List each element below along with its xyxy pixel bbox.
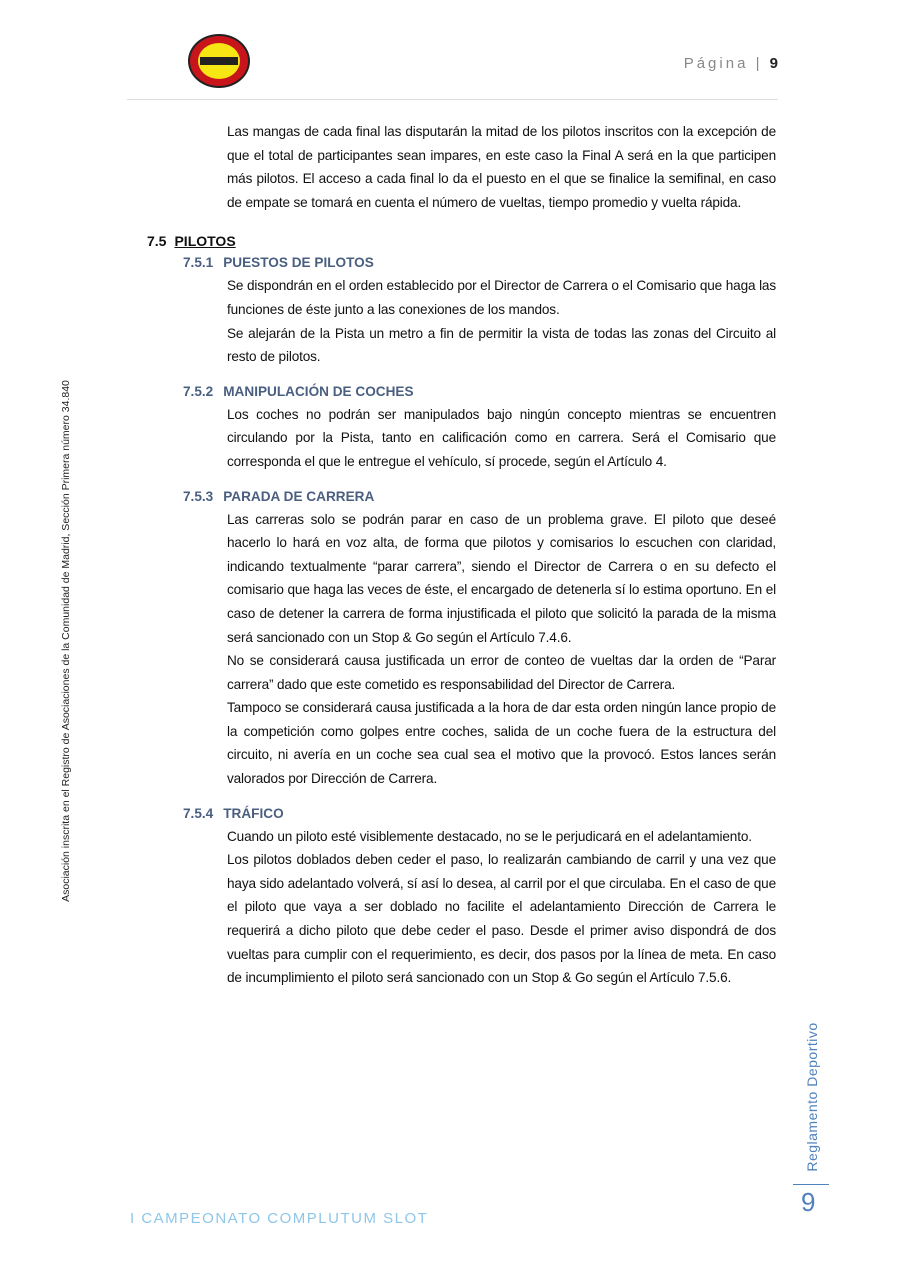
header-divider	[127, 99, 778, 100]
side-note: Asociación inscrita en el Registro de Asociaciones de la Comunidad de Madrid, Sección Primera número 34.840	[60, 380, 72, 902]
subsection-heading	[147, 803, 776, 825]
subsection-title: TRÁFICO	[223, 805, 284, 821]
subsection-heading	[147, 486, 776, 508]
paragraph: Se alejarán de la Pista un metro a fin de permitir la vista de todas las zonas del Circuito al resto de pilotos.	[227, 325, 776, 365]
paragraph: Los coches no podrán ser manipulados bajo ningún concepto mientras se encuentren circulando por la Pista, tanto en calificación como en carrera. Será el Comisario que corresponda el que le entregue el vehículo, sí procede, según el Artículo 4.	[227, 406, 776, 469]
subsection-title: PARADA DE CARRERA	[223, 488, 375, 504]
paragraph: Tampoco se considerará causa justificada a la hora de dar esta orden ningún lance propio de la competición como golpes entre coches, salida de un coche fuera de la estructura del circuito, ni avería en un coche sea cual sea el motivo que la provocó. Estos lances serán valorados por Dirección de Carrera.	[227, 700, 776, 787]
paragraph: No se considerará causa justificada un error de conteo de vueltas dar la orden de “Parar carrera” dado que este cometido es responsabilidad del Director de Carrera.	[227, 653, 776, 692]
margin-page-number: 9	[801, 1187, 816, 1217]
subsection-number: 7.5.4	[183, 805, 214, 821]
page-header: Página | 9	[683, 55, 778, 72]
document-body	[147, 120, 776, 990]
page-number: 9	[769, 55, 778, 72]
subsection-number: 7.5.1	[183, 255, 214, 271]
subsection-number: 7.5.3	[183, 488, 214, 504]
intro-paragraph: Las mangas de cada final las disputarán la mitad de los pilotos inscritos con la excepción de que el total de participantes sean impares, en este caso la Final A será en la que participen más pilotos. El acceso a cada final lo da el puesto en el que se finalice la semifinal, en caso de empate se tomará en cuenta el número de vueltas, tiempo promedio y vuelta rápida.	[227, 124, 776, 210]
paragraph: Se dispondrán en el orden establecido por el Director de Carrera o el Comisario que haga las funciones de éste junto a las conexiones de los mandos.	[227, 278, 776, 317]
paragraph: Cuando un piloto esté visiblemente destacado, no se le perjudicará en el adelantamiento.	[227, 828, 752, 844]
document-title-margin: Reglamento Deportivo	[804, 1022, 820, 1172]
section-title: PILOTOS	[174, 233, 236, 250]
margin-divider	[793, 1184, 829, 1185]
paragraph: Los pilotos doblados deben ceder el paso, lo realizarán cambiando de carril y una vez que haya sido adelantado volverá, sí así lo desea, al carril por el que circulaba. En el caso de que el piloto que vaya a ser doblado no facilite el adelantamiento Dirección de Carrera le requerirá a dicho piloto que debe ceder el paso. Desde el primer aviso dispondrá de dos vueltas para cumplir con el requerimiento, es decir, dos pasos por la línea de meta. En caso de incumplimiento el piloto será sancionado con un Stop & Go según el Artículo 7.5.6.	[227, 852, 776, 986]
paragraph: Las carreras solo se podrán parar en caso de un problema grave. El piloto que deseé hacerlo lo hará en voz alta, de forma que pilotos y comisarios lo escuchen con claridad, indicando textualmente “parar carrera”, siendo el Director de Carrera o en su defecto el comisario que haga las veces de éste, el encargado de detenerla sí lo estima oportuno. En el caso de detener la carrera de forma injustificada el piloto que solicitó la parada de la misma será sancionado con un Stop & Go según el Artículo 7.4.6.	[227, 511, 776, 645]
footer-title: I CAMPEONATO COMPLUTUM SLOT	[130, 1210, 429, 1227]
subsection-title: PUESTOS DE PILOTOS	[223, 255, 374, 271]
page-label: Página	[683, 55, 749, 72]
subsection-title: MANIPULACIÓN DE COCHES	[223, 383, 414, 399]
subsections	[147, 252, 776, 989]
subsection-number: 7.5.2	[183, 383, 214, 399]
section-heading	[147, 230, 776, 252]
section-number: 7.5	[147, 233, 167, 250]
club-logo	[188, 34, 250, 88]
subsection-heading	[147, 381, 776, 403]
subsection-heading	[147, 252, 776, 274]
